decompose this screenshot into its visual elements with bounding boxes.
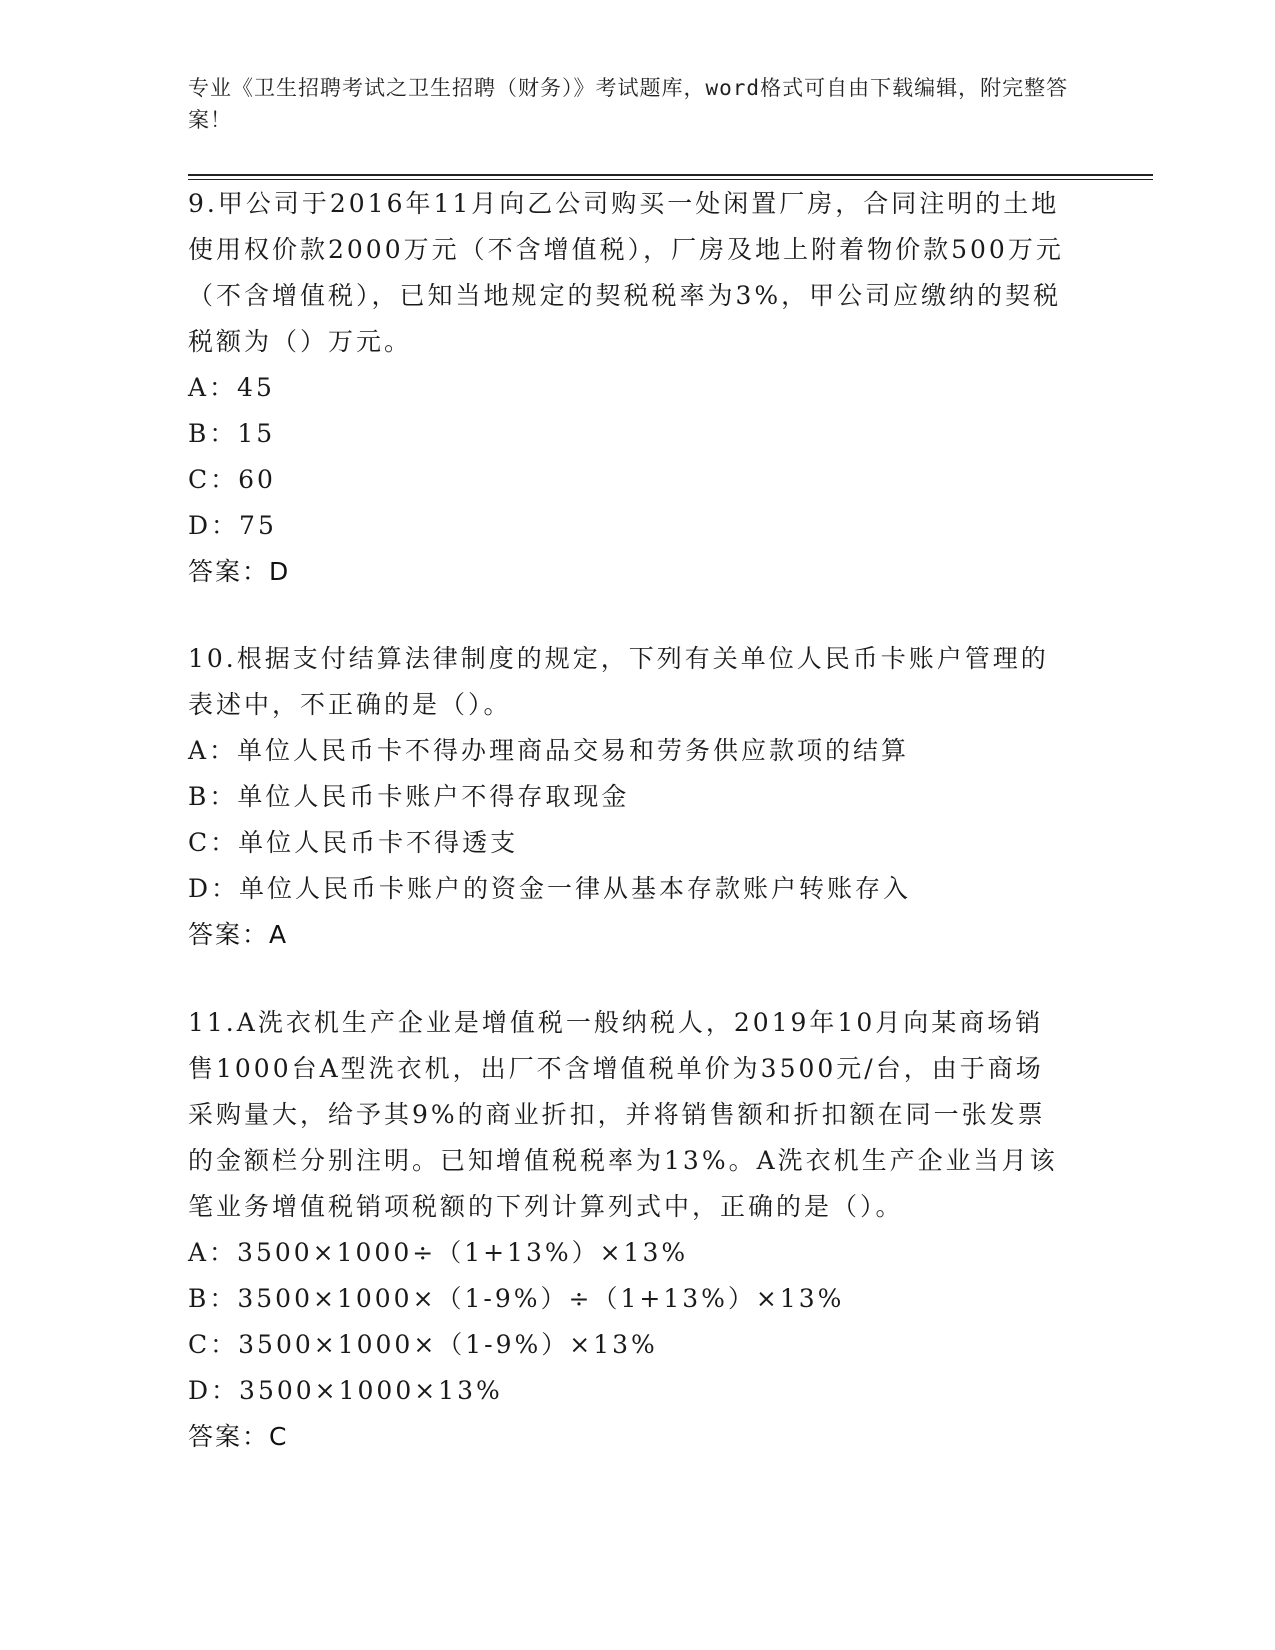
option-c: C：3500×1000×（1-9%）×13% xyxy=(188,1330,658,1359)
option-a: A：单位人民币卡不得办理商品交易和劳务供应款项的结算 xyxy=(188,736,910,765)
option-b: B：3500×1000×（1-9%）÷（1+13%）×13% xyxy=(188,1284,845,1313)
answer: 答案：A xyxy=(188,920,289,949)
option-d: D：75 xyxy=(188,511,277,540)
option-b: B：单位人民币卡账户不得存取现金 xyxy=(188,782,630,811)
document-header: 专业《卫生招聘考试之卫生招聘（财务）》考试题库，word格式可自由下载编辑，附完整答案！ xyxy=(188,76,1069,132)
option-c: C：60 xyxy=(188,465,276,494)
question-stem: 9.甲公司于2016年11月向乙公司购买一处闲置厂房，合同注明的土地使用权价款2000万元（不含增值税），厂房及地上附着物价款500万元（不含增值税），已知当地规定的契税税率为3%，甲公司应缴纳的契税税额为（）万元。 xyxy=(188,189,1064,356)
option-a: A：45 xyxy=(188,373,275,402)
option-d: D：3500×1000×13% xyxy=(188,1376,503,1405)
header-divider-thin xyxy=(188,179,1153,180)
option-a: A：3500×1000÷（1+13%）×13% xyxy=(188,1238,689,1267)
option-d: D：单位人民币卡账户的资金一律从基本存款账户转账存入 xyxy=(188,874,912,903)
answer: 答案：D xyxy=(188,557,291,586)
option-b: B：15 xyxy=(188,419,276,448)
question-10 xyxy=(188,636,1068,958)
answer: 答案：C xyxy=(188,1422,289,1451)
question-11 xyxy=(188,1000,1068,1460)
question-stem: 10.根据支付结算法律制度的规定，下列有关单位人民币卡账户管理的表述中，不正确的是（）。 xyxy=(188,644,1049,719)
question-stem: 11.A洗衣机生产企业是增值税一般纳税人，2019年10月向某商场销售1000台A型洗衣机，出厂不含增值税单价为3500元/台，由于商场采购量大，给予其9%的商业折扣，并将销售额和折扣额在同一张发票的金额栏分别注明。已知增值税税率为13%。A洗衣机生产企业当月该笔业务增值税销项税额的下列计算列式中，正确的是（）。 xyxy=(188,1008,1058,1221)
question-9 xyxy=(188,181,1068,595)
header-divider-thick xyxy=(188,174,1153,176)
option-c: C：单位人民币卡不得透支 xyxy=(188,828,519,857)
